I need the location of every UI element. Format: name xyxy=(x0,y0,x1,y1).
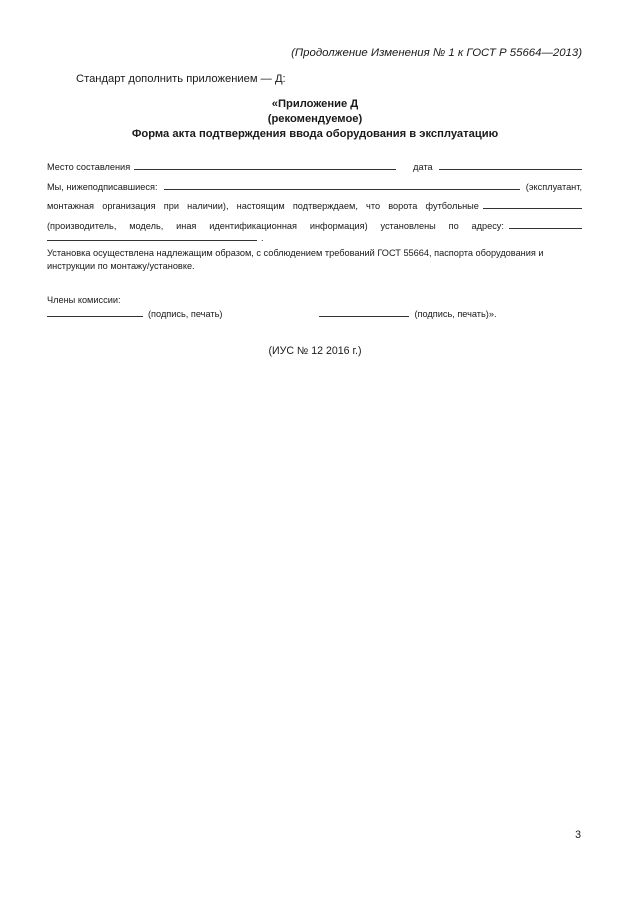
word: идентификационная xyxy=(209,221,297,231)
installer-text xyxy=(47,201,479,211)
members-row xyxy=(47,295,582,305)
intro-text: Стандарт дополнить приложением — Д: xyxy=(76,73,286,85)
word: иная xyxy=(176,221,197,231)
period: . xyxy=(261,233,264,243)
word: при xyxy=(163,201,179,211)
appendix-status: (рекомендуемое) xyxy=(267,113,363,125)
operator-label: (эксплуатант, xyxy=(525,182,582,192)
word: по xyxy=(448,221,459,231)
word: адресу: xyxy=(471,221,504,231)
word: ворота xyxy=(388,201,418,211)
form-title: Форма акта подтверждения ввода оборудования в эксплуатацию xyxy=(131,128,499,140)
address-cont-row xyxy=(47,231,582,243)
word: модель, xyxy=(129,221,164,231)
address-field-cont[interactable] xyxy=(47,231,257,241)
page-number: 3 xyxy=(575,829,581,841)
word: информация) xyxy=(309,221,368,231)
goal-model-field[interactable] xyxy=(483,199,582,209)
word: установлены xyxy=(380,221,436,231)
word: наличии), xyxy=(187,201,229,211)
signature-field-1[interactable] xyxy=(47,307,143,317)
word: что xyxy=(366,201,381,211)
word: подтверждаем, xyxy=(292,201,358,211)
word: настоящим xyxy=(236,201,285,211)
address-row xyxy=(47,219,582,231)
signature-row xyxy=(47,307,582,319)
signature-label-1: (подпись, печать) xyxy=(148,309,223,319)
signature-field-2[interactable] xyxy=(319,307,409,317)
we-label: Мы, нижеподписавшиеся: xyxy=(47,182,158,192)
members-label: Члены комиссии: xyxy=(47,295,121,305)
installation-statement: Установка осуществлена надлежащим образом, с соблюдением требований ГОСТ 55664, паспорта оборудования и инструкции по монтажу/установке. xyxy=(47,248,544,271)
date-label: дата xyxy=(413,162,433,172)
word: монтажная xyxy=(47,201,95,211)
continuation-header: (Продолжение Изменения № 1 к ГОСТ Р 55664—2013) xyxy=(291,47,582,59)
signatories-field[interactable] xyxy=(164,180,520,190)
date-field[interactable] xyxy=(439,160,582,170)
appendix-title: «Приложение Д xyxy=(271,98,359,110)
ius-reference: (ИУС № 12 2016 г.) xyxy=(268,345,362,357)
place-label: Место составления xyxy=(47,162,131,172)
word: (производитель, xyxy=(47,221,117,231)
signature-label-2: (подпись, печать)». xyxy=(414,309,497,319)
signatories-row xyxy=(47,180,582,192)
installer-row xyxy=(47,199,582,211)
address-field[interactable] xyxy=(509,219,582,229)
place-date-row xyxy=(47,160,582,172)
word: организация xyxy=(102,201,156,211)
place-field[interactable] xyxy=(134,160,396,170)
word: футбольные xyxy=(425,201,479,211)
address-text xyxy=(47,221,504,231)
